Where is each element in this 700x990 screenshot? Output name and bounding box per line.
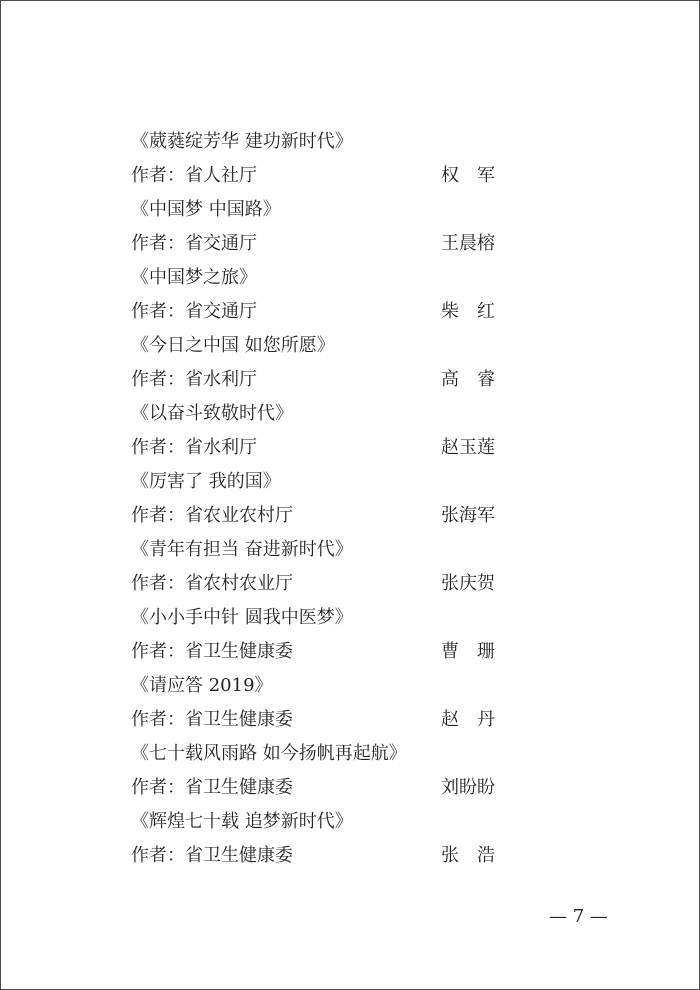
author-organization	[131, 227, 257, 261]
author-organization	[131, 771, 293, 805]
work-title: 《中国梦之旅》	[131, 267, 257, 288]
work-title-row	[1, 397, 700, 431]
author-organization	[131, 295, 257, 329]
author-label: 作者：	[131, 233, 185, 254]
organization-name: 省卫生健康委	[185, 845, 293, 866]
entry-list	[1, 125, 700, 873]
author-label: 作者：	[131, 505, 185, 526]
author-label: 作者：	[131, 709, 185, 730]
work-title: 《葳蕤绽芳华 建功新时代》	[131, 131, 353, 152]
author-name: 柴红	[441, 301, 495, 322]
work-title-row	[1, 737, 700, 771]
work-title: 《七十载风雨路 如今扬帆再起航》	[131, 743, 407, 764]
author-name: 张庆贺	[441, 573, 495, 594]
work-title: 《今日之中国 如您所愿》	[131, 335, 335, 356]
author-name: 王晨榕	[441, 233, 495, 254]
author-organization	[131, 363, 257, 397]
organization-name: 省卫生健康委	[185, 777, 293, 798]
work-title-row	[1, 805, 700, 839]
author-name: 曹珊	[441, 641, 495, 662]
organization-name: 省水利厅	[185, 369, 257, 390]
author-row	[1, 159, 700, 193]
author-organization	[131, 703, 293, 737]
organization-name: 省卫生健康委	[185, 709, 293, 730]
author-name: 赵丹	[441, 709, 495, 730]
author-organization	[131, 567, 293, 601]
author-label: 作者：	[131, 573, 185, 594]
organization-name: 省交通厅	[185, 301, 257, 322]
author-row	[1, 567, 700, 601]
author-row	[1, 295, 700, 329]
author-name: 高睿	[441, 369, 495, 390]
work-title: 《中国梦 中国路》	[131, 199, 281, 220]
work-title: 《辉煌七十载 追梦新时代》	[131, 811, 353, 832]
work-title-row	[1, 125, 700, 159]
author-organization	[131, 635, 293, 669]
work-title: 《以奋斗致敬时代》	[131, 403, 293, 424]
organization-name: 省农业农村厅	[185, 505, 293, 526]
work-title: 《请应答 2019》	[131, 675, 273, 696]
author-label: 作者：	[131, 641, 185, 662]
author-organization	[131, 499, 293, 533]
work-title-row	[1, 601, 700, 635]
author-name: 权军	[441, 165, 495, 186]
work-title: 《小小手中针 圆我中医梦》	[131, 607, 353, 628]
work-title-row	[1, 329, 700, 363]
author-row	[1, 363, 700, 397]
work-title-row	[1, 533, 700, 567]
organization-name: 省卫生健康委	[185, 641, 293, 662]
work-title-row	[1, 669, 700, 703]
author-row	[1, 635, 700, 669]
author-row	[1, 839, 700, 873]
author-name: 张浩	[441, 845, 495, 866]
author-organization	[131, 159, 257, 193]
author-row	[1, 227, 700, 261]
author-row	[1, 499, 700, 533]
author-name: 张海军	[441, 505, 495, 526]
work-title: 《青年有担当 奋进新时代》	[131, 539, 353, 560]
author-label: 作者：	[131, 301, 185, 322]
work-title-row	[1, 193, 700, 227]
author-label: 作者：	[131, 369, 185, 390]
work-title: 《厉害了 我的国》	[131, 471, 281, 492]
author-label: 作者：	[131, 845, 185, 866]
work-title-row	[1, 465, 700, 499]
author-name: 赵玉莲	[441, 437, 495, 458]
organization-name: 省交通厅	[185, 233, 257, 254]
author-row	[1, 431, 700, 465]
page-number: — 7 —	[549, 906, 608, 927]
organization-name: 省人社厅	[185, 165, 257, 186]
author-organization	[131, 431, 257, 465]
organization-name: 省水利厅	[185, 437, 257, 458]
author-organization	[131, 839, 293, 873]
author-label: 作者：	[131, 777, 185, 798]
author-label: 作者：	[131, 165, 185, 186]
author-row	[1, 703, 700, 737]
author-name: 刘盼盼	[441, 777, 495, 798]
author-row	[1, 771, 700, 805]
work-title-row	[1, 261, 700, 295]
organization-name: 省农村农业厅	[185, 573, 293, 594]
author-label: 作者：	[131, 437, 185, 458]
